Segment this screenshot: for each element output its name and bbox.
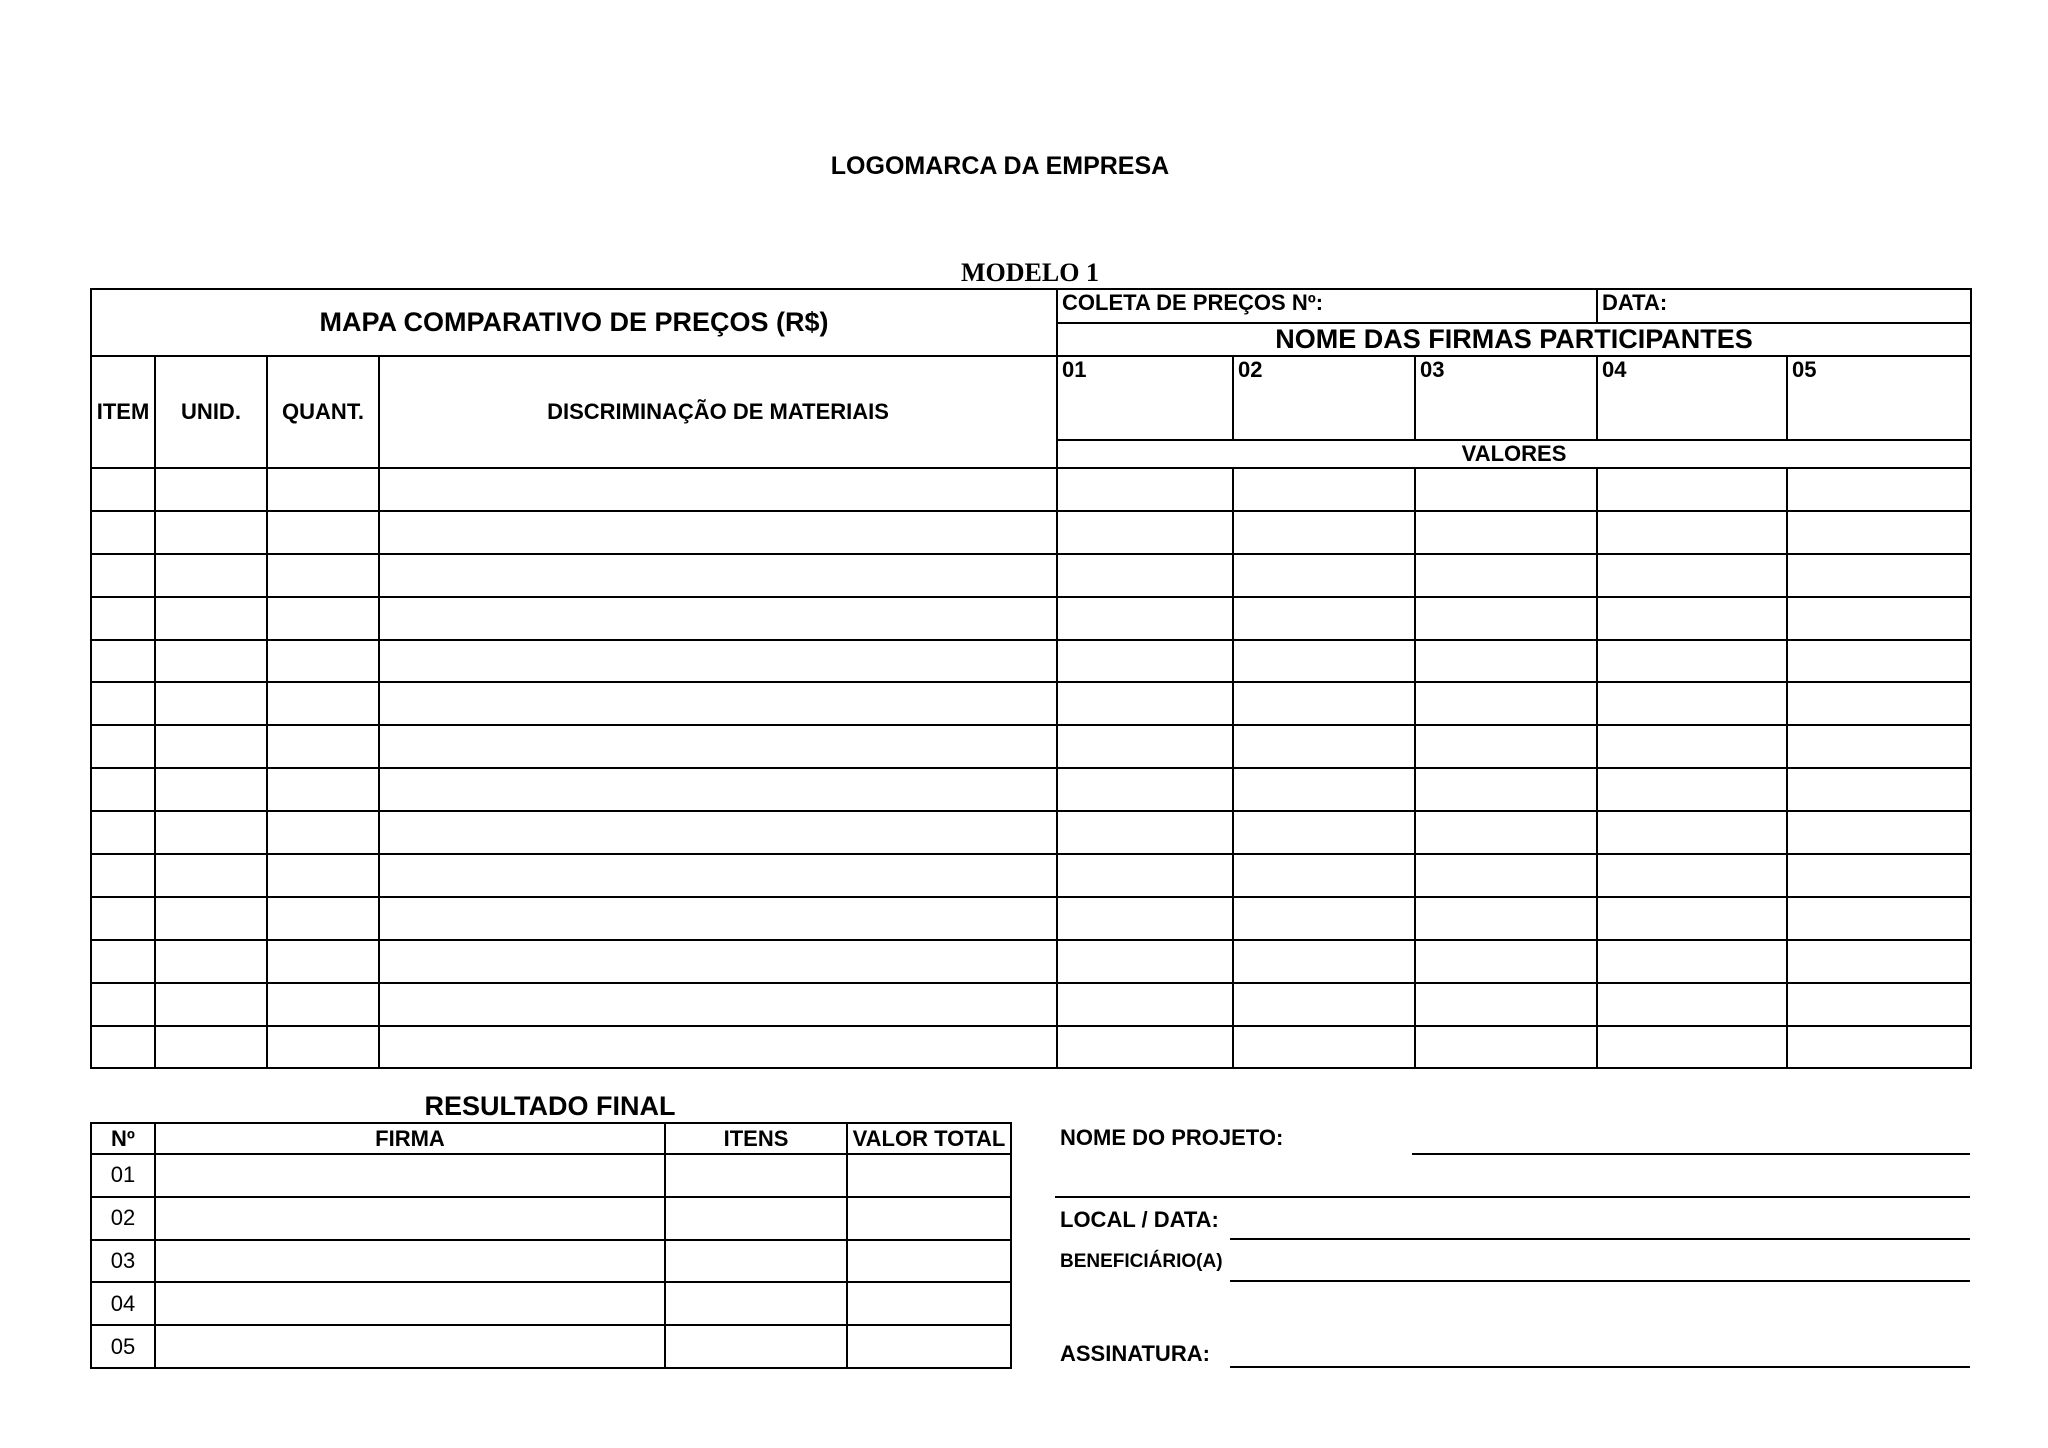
table-cell[interactable] (267, 854, 379, 897)
table-cell[interactable] (91, 468, 155, 511)
table-row (91, 1026, 1971, 1069)
table-cell[interactable] (1787, 554, 1971, 597)
table-cell[interactable] (1057, 682, 1233, 725)
result-cell[interactable] (665, 1325, 847, 1368)
table-row (91, 725, 1971, 768)
table-cell[interactable] (1057, 511, 1233, 554)
table-cell[interactable] (1233, 854, 1415, 897)
result-table (90, 1122, 1012, 1369)
table-cell[interactable] (267, 725, 379, 768)
table-cell[interactable] (91, 597, 155, 640)
result-cell[interactable] (665, 1154, 847, 1197)
result-row-number: 02 (91, 1197, 155, 1240)
table-cell[interactable] (1415, 768, 1597, 811)
table-cell[interactable] (1597, 554, 1787, 597)
table-cell[interactable] (267, 768, 379, 811)
table-cell[interactable] (91, 983, 155, 1026)
resultado-title: RESULTADO FINAL (424, 1091, 676, 1121)
table-cell[interactable] (1233, 725, 1415, 768)
result-row-number: 05 (91, 1325, 155, 1368)
result-cell[interactable] (847, 1197, 1011, 1240)
table-cell[interactable] (91, 768, 155, 811)
result-row (91, 1325, 1011, 1368)
table-cell[interactable] (1415, 511, 1597, 554)
column-header-quant: QUANT. (267, 356, 379, 468)
table-cell[interactable] (1057, 554, 1233, 597)
table-row (91, 983, 1971, 1026)
table-cell[interactable] (267, 468, 379, 511)
table-cell[interactable] (155, 725, 267, 768)
table-cell[interactable] (1415, 554, 1597, 597)
result-cell[interactable] (665, 1282, 847, 1325)
column-header-discriminacao: DISCRIMINAÇÃO DE MATERIAIS (379, 356, 1057, 468)
table-row (91, 640, 1971, 683)
result-cell[interactable] (847, 1282, 1011, 1325)
firm-column-02[interactable]: 02 (1233, 356, 1415, 440)
table-cell[interactable] (155, 811, 267, 854)
table-cell[interactable] (155, 468, 267, 511)
table-cell[interactable] (1597, 597, 1787, 640)
table-cell[interactable] (1787, 640, 1971, 683)
table-cell[interactable] (1057, 940, 1233, 983)
table-cell[interactable] (91, 897, 155, 940)
table-cell[interactable] (1233, 468, 1415, 511)
table-row (91, 768, 1971, 811)
table-row (91, 468, 1971, 511)
table-cell[interactable] (155, 940, 267, 983)
table-cell[interactable] (1787, 682, 1971, 725)
result-cell[interactable] (155, 1282, 665, 1325)
table-row (91, 940, 1971, 983)
table-cell[interactable] (1233, 811, 1415, 854)
result-cell[interactable] (665, 1197, 847, 1240)
table-cell[interactable] (1787, 897, 1971, 940)
table-cell[interactable] (1415, 854, 1597, 897)
result-header-num: Nº (91, 1123, 155, 1154)
table-cell[interactable] (267, 511, 379, 554)
table-cell[interactable] (1597, 811, 1787, 854)
firm-column-05[interactable]: 05 (1787, 356, 1971, 440)
table-cell[interactable] (1787, 725, 1971, 768)
table-cell[interactable] (155, 597, 267, 640)
table-cell[interactable] (1415, 468, 1597, 511)
projeto-line-2[interactable] (1055, 1196, 1970, 1198)
local-data-label: LOCAL / DATA: (1060, 1207, 1219, 1232)
table-cell[interactable] (1597, 897, 1787, 940)
table-cell[interactable] (1787, 1026, 1971, 1069)
logo-placeholder-text: LOGOMARCA DA EMPRESA (830, 152, 1170, 180)
table-cell[interactable] (1233, 682, 1415, 725)
table-cell[interactable] (1415, 983, 1597, 1026)
table-row (91, 554, 1971, 597)
table-cell[interactable] (1233, 597, 1415, 640)
table-cell[interactable] (379, 468, 1057, 511)
column-header-unid: UNID. (155, 356, 267, 468)
result-table-body (91, 1154, 1011, 1368)
projeto-line[interactable] (1412, 1153, 1970, 1155)
table-cell[interactable] (91, 640, 155, 683)
table-cell[interactable] (1597, 468, 1787, 511)
result-cell[interactable] (847, 1240, 1011, 1283)
result-row (91, 1282, 1011, 1325)
table-cell[interactable] (379, 725, 1057, 768)
table-cell[interactable] (155, 1026, 267, 1069)
table-cell[interactable] (1597, 725, 1787, 768)
table-cell[interactable] (1057, 897, 1233, 940)
table-cell[interactable] (1597, 768, 1787, 811)
table-cell[interactable] (267, 897, 379, 940)
table-cell[interactable] (1233, 768, 1415, 811)
table-cell[interactable] (379, 940, 1057, 983)
table-cell[interactable] (379, 854, 1057, 897)
result-row (91, 1197, 1011, 1240)
beneficiario-label: BENEFICIÁRIO(A) (1060, 1251, 1223, 1272)
table-cell[interactable] (267, 811, 379, 854)
table-cell[interactable] (379, 597, 1057, 640)
result-row-number: 03 (91, 1240, 155, 1283)
table-cell[interactable] (1787, 511, 1971, 554)
result-header-valor-total: VALOR TOTAL (847, 1123, 1011, 1154)
table-cell[interactable] (1597, 854, 1787, 897)
column-header-item: ITEM (91, 356, 155, 468)
result-header-firma: FIRMA (155, 1123, 665, 1154)
table-cell[interactable] (1415, 897, 1597, 940)
result-row-number: 01 (91, 1154, 155, 1197)
table-row (91, 682, 1971, 725)
table-cell[interactable] (1233, 511, 1415, 554)
table-cell[interactable] (1057, 768, 1233, 811)
local-data-line[interactable] (1230, 1238, 1970, 1240)
table-cell[interactable] (379, 768, 1057, 811)
table-cell[interactable] (91, 811, 155, 854)
table-cell[interactable] (1233, 640, 1415, 683)
table-title: MAPA COMPARATIVO DE PREÇOS (R$) (91, 289, 1057, 356)
result-cell[interactable] (155, 1325, 665, 1368)
table-cell[interactable] (155, 640, 267, 683)
table-cell[interactable] (1597, 682, 1787, 725)
model-label: MODELO 1 (961, 258, 1099, 287)
result-cell[interactable] (155, 1154, 665, 1197)
firmas-title: NOME DAS FIRMAS PARTICIPANTES (1057, 323, 1971, 356)
price-comparison-table (90, 288, 1972, 1069)
result-cell[interactable] (847, 1325, 1011, 1368)
table-cell[interactable] (91, 1026, 155, 1069)
table-row (91, 854, 1971, 897)
table-cell[interactable] (1233, 983, 1415, 1026)
valores-header: VALORES (1057, 440, 1971, 468)
table-cell[interactable] (379, 682, 1057, 725)
table-cell[interactable] (91, 854, 155, 897)
result-header-itens: ITENS (665, 1123, 847, 1154)
result-row (91, 1154, 1011, 1197)
result-row (91, 1240, 1011, 1283)
table-cell[interactable] (379, 511, 1057, 554)
table-cell[interactable] (1415, 597, 1597, 640)
table-row (91, 897, 1971, 940)
table-cell[interactable] (1787, 468, 1971, 511)
table-cell[interactable] (91, 682, 155, 725)
table-cell[interactable] (155, 897, 267, 940)
table-cell[interactable] (1787, 768, 1971, 811)
table-cell[interactable] (1597, 940, 1787, 983)
table-cell[interactable] (1057, 725, 1233, 768)
table-cell[interactable] (1415, 940, 1597, 983)
assinatura-label: ASSINATURA: (1060, 1341, 1210, 1366)
table-cell[interactable] (267, 1026, 379, 1069)
table-cell[interactable] (267, 597, 379, 640)
table-cell[interactable] (1787, 597, 1971, 640)
table-cell[interactable] (267, 554, 379, 597)
table-cell[interactable] (1415, 682, 1597, 725)
assinatura-line[interactable] (1230, 1366, 1970, 1368)
table-row (91, 597, 1971, 640)
table-cell[interactable] (91, 554, 155, 597)
table-cell[interactable] (155, 854, 267, 897)
table-cell[interactable] (379, 1026, 1057, 1069)
beneficiario-line[interactable] (1230, 1280, 1970, 1282)
table-cell[interactable] (1415, 725, 1597, 768)
result-cell[interactable] (155, 1240, 665, 1283)
table-cell[interactable] (1057, 811, 1233, 854)
table-cell[interactable] (1057, 597, 1233, 640)
table-cell[interactable] (155, 554, 267, 597)
table-row (91, 511, 1971, 554)
table-cell[interactable] (1057, 854, 1233, 897)
table-cell[interactable] (1415, 811, 1597, 854)
table-cell[interactable] (267, 640, 379, 683)
firm-column-01[interactable]: 01 (1057, 356, 1233, 440)
table-cell[interactable] (267, 983, 379, 1026)
table-cell[interactable] (379, 983, 1057, 1026)
table-cell[interactable] (1787, 983, 1971, 1026)
firm-column-03[interactable]: 03 (1415, 356, 1597, 440)
table-cell[interactable] (155, 768, 267, 811)
table-cell[interactable] (1057, 1026, 1233, 1069)
result-cell[interactable] (847, 1154, 1011, 1197)
table-cell[interactable] (379, 897, 1057, 940)
table-cell[interactable] (1233, 554, 1415, 597)
table-cell[interactable] (1597, 983, 1787, 1026)
table-cell[interactable] (1787, 811, 1971, 854)
coleta-field[interactable]: COLETA DE PREÇOS Nº: (1057, 289, 1597, 323)
table-cell[interactable] (1233, 940, 1415, 983)
table-cell[interactable] (267, 940, 379, 983)
table-cell[interactable] (1787, 940, 1971, 983)
projeto-label: NOME DO PROJETO: (1060, 1125, 1284, 1150)
table-cell[interactable] (155, 983, 267, 1026)
table-cell[interactable] (1597, 511, 1787, 554)
table-cell[interactable] (1057, 468, 1233, 511)
table-cell[interactable] (379, 640, 1057, 683)
table-cell[interactable] (1597, 640, 1787, 683)
table-cell[interactable] (91, 940, 155, 983)
result-cell[interactable] (155, 1197, 665, 1240)
table-cell[interactable] (1233, 1026, 1415, 1069)
firm-column-04[interactable]: 04 (1597, 356, 1787, 440)
table-cell[interactable] (1057, 640, 1233, 683)
data-field[interactable]: DATA: (1597, 289, 1971, 323)
result-cell[interactable] (665, 1240, 847, 1283)
table-cell[interactable] (91, 511, 155, 554)
result-row-number: 04 (91, 1282, 155, 1325)
table-cell[interactable] (1233, 897, 1415, 940)
table-cell[interactable] (379, 811, 1057, 854)
table-cell[interactable] (1597, 1026, 1787, 1069)
table-cell[interactable] (1787, 854, 1971, 897)
table-row (91, 811, 1971, 854)
main-table-body (91, 468, 1971, 1068)
table-cell[interactable] (1057, 983, 1233, 1026)
table-cell[interactable] (267, 682, 379, 725)
table-cell[interactable] (1415, 640, 1597, 683)
table-cell[interactable] (91, 725, 155, 768)
table-cell[interactable] (155, 682, 267, 725)
table-cell[interactable] (379, 554, 1057, 597)
table-cell[interactable] (155, 511, 267, 554)
table-cell[interactable] (1415, 1026, 1597, 1069)
